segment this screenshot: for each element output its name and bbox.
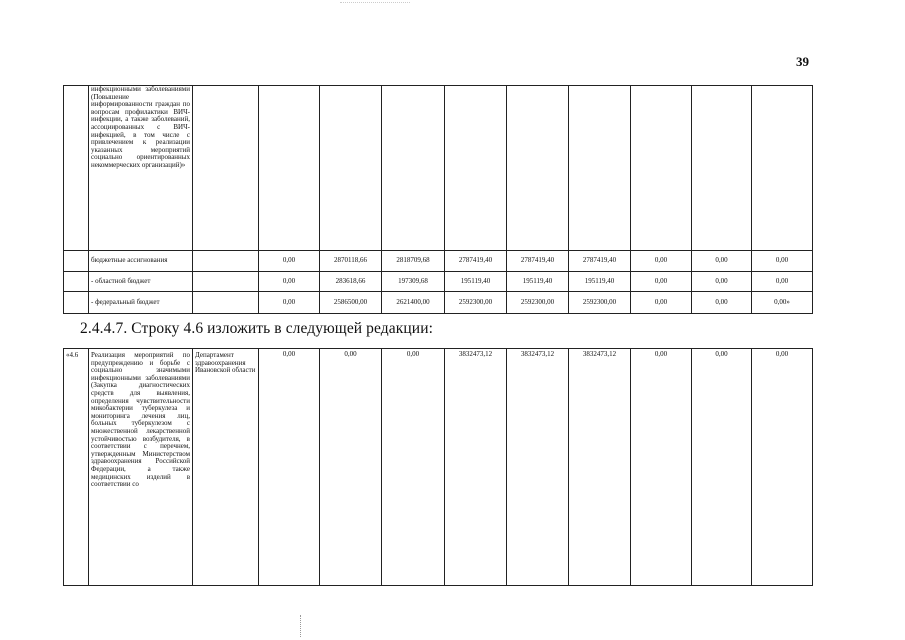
cell-value: 195119,40 [445,272,507,292]
cell-value: 2870118,66 [320,251,382,272]
cell-value: 0,00 [692,349,752,586]
cell-value: 2787419,40 [569,251,631,272]
cell-value: 2787419,40 [507,251,569,272]
table-row [64,349,813,586]
row-4-6-table [63,348,813,586]
cell-value: 0,00 [259,349,320,586]
cell-value: 2787419,40 [445,251,507,272]
cell-value: 0,00 [752,251,813,272]
program-description: Реализация мероприятий по предупреждению и борьбе с социально значимыми инфекционными заболеваниями (Закупка диагностических средств для выявления, определения чувствительности микобактерии туберкулеза и мониторинга лечения лиц, больных туберкулезом с множественной лекарственной устойчивостью возбудителя, в соответствии с перечнем, утвержденным Министерством здравоохранения Российской Федерации, а также медицинских изделий в соответствии со [89,349,193,586]
cell-value: 197309,68 [382,272,445,292]
cell-value: 0,00» [752,292,813,314]
table-row [64,86,813,251]
scan-speck [300,615,304,637]
cell-value: 0,00 [752,272,813,292]
cell-value: 2592300,00 [445,292,507,314]
cell-value: 0,00 [692,251,752,272]
cell-value: 3832473,12 [507,349,569,586]
cell-value: 0,00 [752,349,813,586]
table-row [64,272,813,292]
table-row [64,292,813,314]
row-label: бюджетные ассигнования [89,251,193,272]
row-label: - областной бюджет [89,272,193,292]
cell-value: 2592300,00 [507,292,569,314]
cell-value: 0,00 [692,292,752,314]
cell-value: 0,00 [631,349,692,586]
cell-value: 0,00 [259,251,320,272]
cell-value: 0,00 [382,349,445,586]
cell-value: 195119,40 [507,272,569,292]
scan-speck [340,2,410,4]
page-number: 39 [796,54,809,69]
table-row [64,251,813,272]
cell-value: 3832473,12 [569,349,631,586]
row-number: «4.6 [64,349,89,586]
cell-value: 0,00 [631,251,692,272]
budget-table-continued [63,85,813,314]
cell-value: 2586500,00 [320,292,382,314]
cell-value: 0,00 [631,292,692,314]
cell-value: 3832473,12 [445,349,507,586]
section-heading: 2.4.4.7. Строку 4.6 изложить в следующей редакции: [80,320,433,337]
cell-value: 0,00 [259,292,320,314]
cell-value: 2592300,00 [569,292,631,314]
row-label: - федеральный бюджет [89,292,193,314]
program-description: инфекционными заболеваниями (Повышение информированности граждан по вопросам профилактики ВИЧ-инфекции, а также заболеваний, ассоциированных с ВИЧ-инфекцией, в том числе с привлечением к реализации указанных мероприятий социально ориентированных некоммерческих организаций)» [89,86,193,251]
cell-value: 2621400,00 [382,292,445,314]
cell-value: 0,00 [320,349,382,586]
cell-value: 0,00 [259,272,320,292]
cell-value: 2818709,68 [382,251,445,272]
executor: Департамент здравоохранения Ивановской области [193,349,259,586]
cell-value: 195119,40 [569,272,631,292]
cell-value: 283618,66 [320,272,382,292]
cell-value: 0,00 [631,272,692,292]
cell-value: 0,00 [692,272,752,292]
